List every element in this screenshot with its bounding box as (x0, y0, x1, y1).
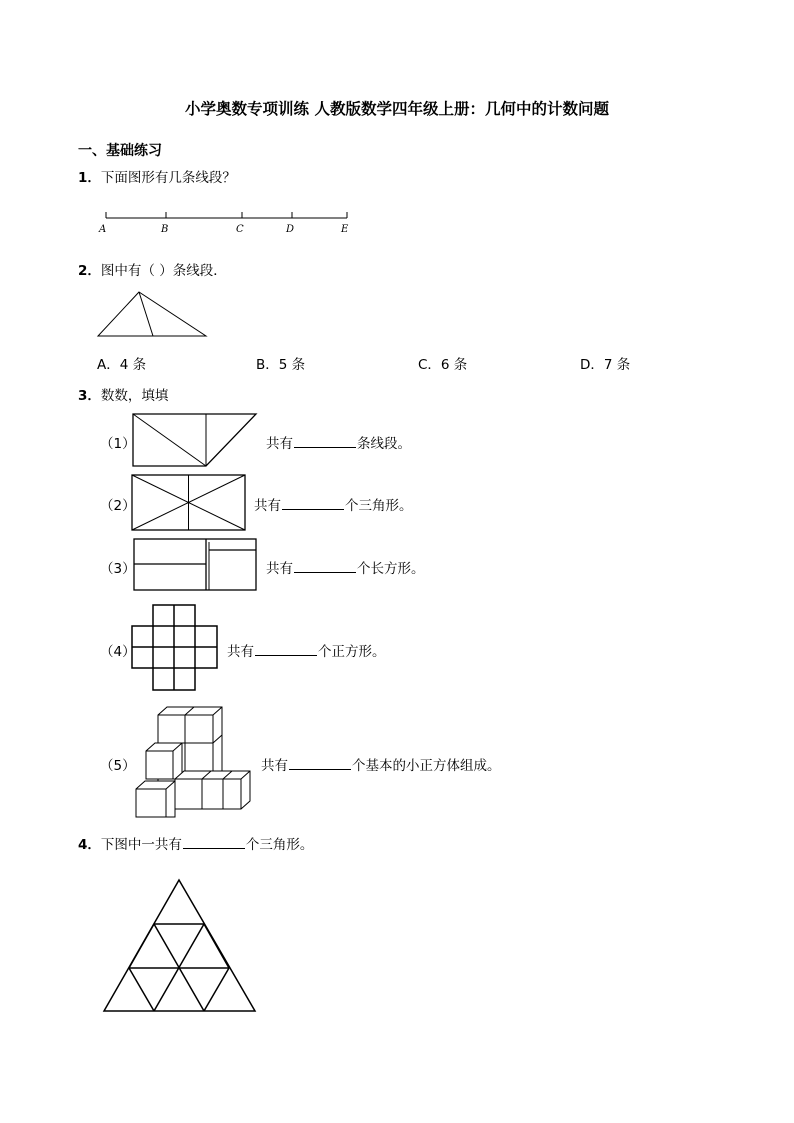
option-d[interactable]: D．7 条 (580, 357, 631, 373)
figure-4 (131, 604, 221, 692)
question-number: 1． (78, 170, 101, 186)
figure-2 (131, 474, 247, 532)
item-5-text (261, 754, 501, 774)
figure-1 (131, 412, 259, 468)
answer-blank[interactable] (282, 497, 344, 510)
prefix: 共有 (261, 758, 288, 774)
item-2-text (254, 494, 413, 514)
point-label: A (99, 224, 107, 235)
item-3-text (266, 557, 425, 577)
prefix: 共有 (254, 498, 281, 514)
suffix: 个三角形。 (245, 837, 314, 853)
answer-blank[interactable] (294, 435, 356, 448)
question-text: 下面图形有几条线段？ (100, 170, 236, 186)
option-b[interactable]: B．5 条 (256, 357, 306, 373)
prefix: 共有 (227, 644, 254, 660)
suffix: 个长方形。 (357, 561, 425, 577)
question-text: 数数，填填 (100, 388, 169, 404)
question-3 (78, 384, 168, 404)
question-number: 4． (78, 837, 101, 853)
point-label: D (286, 224, 295, 235)
item-label: （4） (100, 644, 136, 660)
item-label: （3） (100, 561, 136, 577)
suffix: 个正方形。 (318, 644, 386, 660)
point-label: E (341, 224, 349, 235)
item-label: （5） (100, 758, 136, 774)
answer-blank[interactable] (255, 643, 317, 656)
page-title: 小学奥数专项训练 人教版数学四年级上册：几何中的计数问题 (185, 100, 609, 118)
item-4-text (227, 640, 386, 660)
prefix: 下图中一共有 (100, 837, 182, 853)
figure-5-cubes (134, 703, 254, 821)
figure-3 (133, 538, 258, 592)
answer-blank[interactable] (294, 560, 356, 573)
item-label: （2） (100, 498, 136, 514)
prefix: 共有 (266, 561, 293, 577)
suffix: 条线段。 (357, 436, 411, 452)
question-text: 图中有（ ）条线段． (100, 263, 227, 279)
point-label: B (161, 224, 169, 235)
item-label: （1） (100, 436, 136, 452)
line-segment-figure (96, 205, 356, 237)
suffix: 个基本的小正方体组成。 (352, 758, 501, 774)
triangle-figure (96, 288, 211, 340)
option-c[interactable]: C．6 条 (418, 357, 468, 373)
suffix: 个三角形。 (345, 498, 413, 514)
answer-blank[interactable] (289, 757, 351, 770)
triangle-grid-figure (102, 878, 258, 1014)
item-1-text (266, 432, 411, 452)
question-number: 3． (78, 388, 101, 404)
answer-blank[interactable] (183, 836, 245, 849)
section-heading: 一、基础练习 (78, 143, 162, 159)
question-number: 2． (78, 263, 101, 279)
question-2 (78, 259, 227, 279)
question-1 (78, 166, 236, 186)
option-a[interactable]: A．4 条 (97, 357, 147, 373)
prefix: 共有 (266, 436, 293, 452)
point-label: C (236, 224, 244, 235)
question-4 (78, 833, 313, 853)
